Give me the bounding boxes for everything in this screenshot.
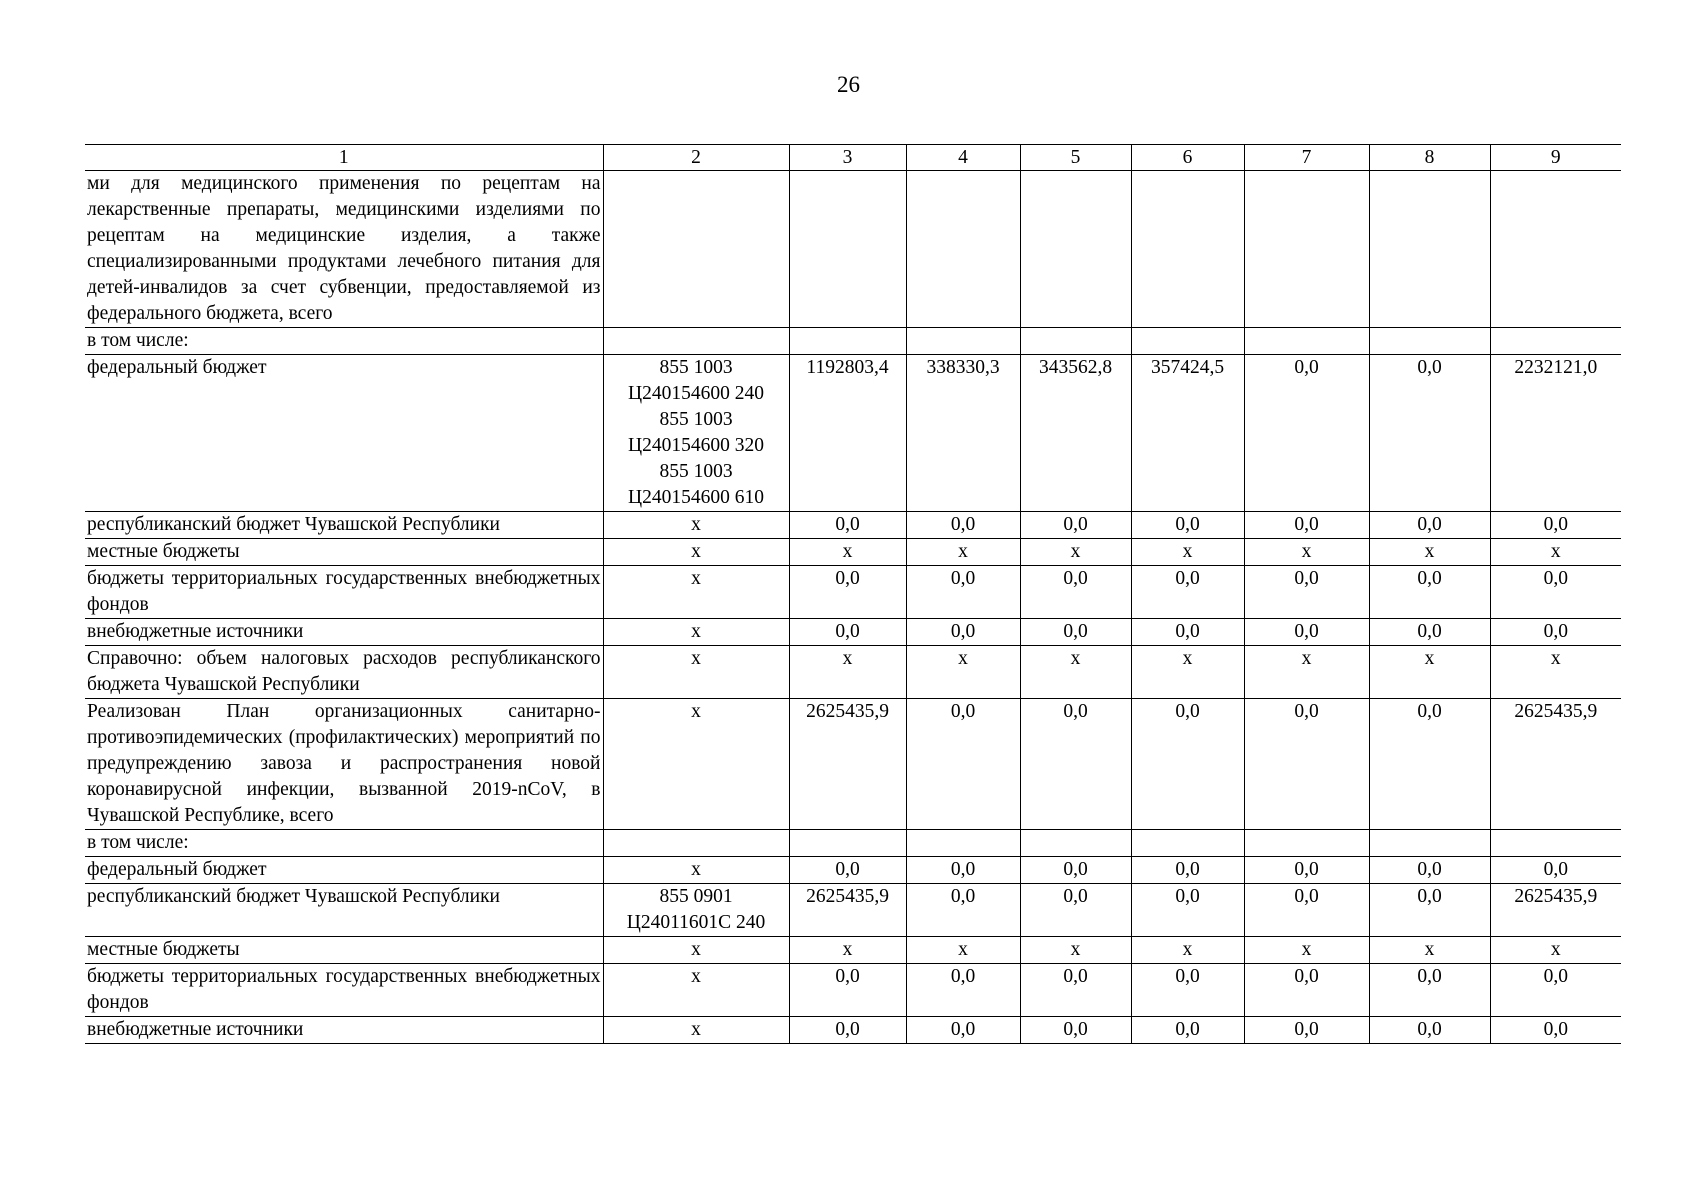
value-cell-col3: 0,0 xyxy=(789,964,906,1017)
value-cell-col8: 0,0 xyxy=(1369,355,1490,512)
row-label: в том числе: xyxy=(85,830,603,857)
budget-code-line: x xyxy=(691,621,701,642)
column-header: 6 xyxy=(1131,145,1244,171)
value-cell-col6: 0,0 xyxy=(1131,857,1244,884)
value-cell-col6: 0,0 xyxy=(1131,566,1244,619)
budget-code-cell xyxy=(603,1017,789,1044)
row-label: местные бюджеты xyxy=(85,937,603,964)
value-cell-col4: 0,0 xyxy=(906,619,1020,646)
value-cell-col5 xyxy=(1020,328,1131,355)
value-cell-col9: 0,0 xyxy=(1490,566,1621,619)
value-cell-col5 xyxy=(1020,171,1131,328)
budget-code-line: Ц24011601С 240 xyxy=(626,912,766,933)
value-cell-col6: x xyxy=(1131,937,1244,964)
value-cell-col6 xyxy=(1131,328,1244,355)
value-cell-col3: 1192803,4 xyxy=(789,355,906,512)
column-header: 5 xyxy=(1020,145,1131,171)
budget-code-cell xyxy=(603,512,789,539)
value-cell-col9: x xyxy=(1490,937,1621,964)
value-cell-col7: x xyxy=(1244,646,1369,699)
value-cell-col9: 0,0 xyxy=(1490,964,1621,1017)
row-label: ми для медицинского применения по рецептам на лекарственные препараты, медицинскими изделиями по рецептам на медицинские изделия, а также специализированными продуктами лечебного питания для детей-инвалидов за счет субвенции, предоставляемой из федерального бюджета, всего xyxy=(85,171,603,328)
value-cell-col3: x xyxy=(789,539,906,566)
column-header: 4 xyxy=(906,145,1020,171)
header-row xyxy=(85,145,1621,171)
table-row xyxy=(85,964,1621,1017)
budget-code-cell xyxy=(603,566,789,619)
value-cell-col6 xyxy=(1131,830,1244,857)
row-label: внебюджетные источники xyxy=(85,1017,603,1044)
table-row xyxy=(85,328,1621,355)
value-cell-col7: 0,0 xyxy=(1244,566,1369,619)
value-cell-col3 xyxy=(789,830,906,857)
value-cell-col8: x xyxy=(1369,646,1490,699)
value-cell-col8: 0,0 xyxy=(1369,1017,1490,1044)
value-cell-col4: 0,0 xyxy=(906,512,1020,539)
value-cell-col4: x xyxy=(906,937,1020,964)
budget-code-cell xyxy=(603,964,789,1017)
value-cell-col9: 2232121,0 xyxy=(1490,355,1621,512)
value-cell-col7: x xyxy=(1244,937,1369,964)
row-label: федеральный бюджет xyxy=(85,857,603,884)
value-cell-col8 xyxy=(1369,830,1490,857)
row-label: внебюджетные источники xyxy=(85,619,603,646)
table-row xyxy=(85,830,1621,857)
value-cell-col8: 0,0 xyxy=(1369,884,1490,937)
value-cell-col8 xyxy=(1369,328,1490,355)
value-cell-col4 xyxy=(906,171,1020,328)
value-cell-col8: 0,0 xyxy=(1369,512,1490,539)
value-cell-col3: 2625435,9 xyxy=(789,884,906,937)
value-cell-col5: x xyxy=(1020,539,1131,566)
budget-code-line: x xyxy=(691,859,701,880)
table-row xyxy=(85,512,1621,539)
table-row xyxy=(85,355,1621,512)
budget-code-line: Ц240154600 240 xyxy=(628,383,764,404)
table-row xyxy=(85,884,1621,937)
budget-code-cell xyxy=(603,884,789,937)
value-cell-col5: x xyxy=(1020,937,1131,964)
column-header: 9 xyxy=(1490,145,1621,171)
value-cell-col7: 0,0 xyxy=(1244,884,1369,937)
value-cell-col7 xyxy=(1244,171,1369,328)
row-label: Реализован План организационных санитарно-противоэпидемических (профилактических) мероприятий по предупреждению завоза и распространения новой коронавирусной инфекции, вызванной 2019-nCoV, в Чувашской Республике, всего xyxy=(85,699,603,830)
value-cell-col7: 0,0 xyxy=(1244,857,1369,884)
value-cell-col8: 0,0 xyxy=(1369,619,1490,646)
row-label: местные бюджеты xyxy=(85,539,603,566)
budget-code-cell xyxy=(603,355,789,512)
value-cell-col7 xyxy=(1244,328,1369,355)
value-cell-col6: 0,0 xyxy=(1131,619,1244,646)
budget-code-line: Ц240154600 320 xyxy=(628,435,764,456)
value-cell-col5: 343562,8 xyxy=(1020,355,1131,512)
value-cell-col3: 2625435,9 xyxy=(789,699,906,830)
budget-code-line: 855 0901 xyxy=(659,886,733,907)
value-cell-col9: 0,0 xyxy=(1490,619,1621,646)
value-cell-col5: 0,0 xyxy=(1020,857,1131,884)
row-label: республиканский бюджет Чувашской Республики xyxy=(85,884,603,937)
value-cell-col9: x xyxy=(1490,539,1621,566)
budget-code-line: 855 1003 xyxy=(659,461,733,482)
value-cell-col6: x xyxy=(1131,539,1244,566)
column-header: 1 xyxy=(85,145,603,171)
page-number: 26 xyxy=(837,72,860,97)
budget-code-line: x xyxy=(691,966,701,987)
table-row xyxy=(85,619,1621,646)
value-cell-col4: 0,0 xyxy=(906,857,1020,884)
value-cell-col6: 357424,5 xyxy=(1131,355,1244,512)
value-cell-col5: 0,0 xyxy=(1020,512,1131,539)
budget-code-cell xyxy=(603,646,789,699)
column-header: 7 xyxy=(1244,145,1369,171)
row-label: Справочно: объем налоговых расходов республиканского бюджета Чувашской Республики xyxy=(85,646,603,699)
budget-code-line: x xyxy=(691,514,701,535)
budget-code-cell xyxy=(603,937,789,964)
value-cell-col8 xyxy=(1369,171,1490,328)
budget-code-line: x xyxy=(691,1019,701,1040)
budget-code-line: Ц240154600 610 xyxy=(628,487,764,508)
value-cell-col3: 0,0 xyxy=(789,1017,906,1044)
value-cell-col8: x xyxy=(1369,539,1490,566)
value-cell-col5: x xyxy=(1020,646,1131,699)
value-cell-col5: 0,0 xyxy=(1020,964,1131,1017)
value-cell-col8: x xyxy=(1369,937,1490,964)
value-cell-col6: 0,0 xyxy=(1131,964,1244,1017)
table-row xyxy=(85,646,1621,699)
value-cell-col4: x xyxy=(906,539,1020,566)
budget-code-line: x xyxy=(691,939,701,960)
value-cell-col9: 2625435,9 xyxy=(1490,884,1621,937)
value-cell-col3: 0,0 xyxy=(789,857,906,884)
value-cell-col7: 0,0 xyxy=(1244,619,1369,646)
value-cell-col5 xyxy=(1020,830,1131,857)
value-cell-col4: 338330,3 xyxy=(906,355,1020,512)
value-cell-col4: 0,0 xyxy=(906,566,1020,619)
value-cell-col7: x xyxy=(1244,539,1369,566)
value-cell-col5: 0,0 xyxy=(1020,884,1131,937)
row-label: в том числе: xyxy=(85,328,603,355)
row-label: бюджеты территориальных государственных внебюджетных фондов xyxy=(85,964,603,1017)
value-cell-col6 xyxy=(1131,171,1244,328)
value-cell-col4: 0,0 xyxy=(906,699,1020,830)
column-header: 8 xyxy=(1369,145,1490,171)
budget-code-cell xyxy=(603,699,789,830)
value-cell-col9: x xyxy=(1490,646,1621,699)
value-cell-col7: 0,0 xyxy=(1244,964,1369,1017)
table-row xyxy=(85,566,1621,619)
table-row xyxy=(85,857,1621,884)
value-cell-col5: 0,0 xyxy=(1020,619,1131,646)
table-row xyxy=(85,699,1621,830)
value-cell-col7: 0,0 xyxy=(1244,355,1369,512)
value-cell-col8: 0,0 xyxy=(1369,699,1490,830)
value-cell-col5: 0,0 xyxy=(1020,566,1131,619)
value-cell-col4 xyxy=(906,830,1020,857)
value-cell-col3: x xyxy=(789,646,906,699)
table-row xyxy=(85,1017,1621,1044)
value-cell-col4 xyxy=(906,328,1020,355)
column-header: 2 xyxy=(603,145,789,171)
value-cell-col6: 0,0 xyxy=(1131,699,1244,830)
value-cell-col3 xyxy=(789,171,906,328)
value-cell-col7: 0,0 xyxy=(1244,512,1369,539)
value-cell-col8: 0,0 xyxy=(1369,964,1490,1017)
value-cell-col6: 0,0 xyxy=(1131,1017,1244,1044)
value-cell-col3 xyxy=(789,328,906,355)
value-cell-col4: x xyxy=(906,646,1020,699)
budget-code-cell xyxy=(603,857,789,884)
value-cell-col9: 0,0 xyxy=(1490,512,1621,539)
value-cell-col6: 0,0 xyxy=(1131,884,1244,937)
value-cell-col3: 0,0 xyxy=(789,566,906,619)
budget-code-cell xyxy=(603,539,789,566)
row-label: бюджеты территориальных государственных внебюджетных фондов xyxy=(85,566,603,619)
table-row xyxy=(85,171,1621,328)
table-row xyxy=(85,539,1621,566)
budget-code-line: x xyxy=(691,648,701,669)
value-cell-col7: 0,0 xyxy=(1244,1017,1369,1044)
budget-code-cell xyxy=(603,328,789,355)
value-cell-col3: x xyxy=(789,937,906,964)
value-cell-col4: 0,0 xyxy=(906,884,1020,937)
value-cell-col3: 0,0 xyxy=(789,619,906,646)
budget-code-line: 855 1003 xyxy=(659,409,733,430)
budget-code-line: x xyxy=(691,701,701,722)
budget-code-line: x xyxy=(691,541,701,562)
value-cell-col4: 0,0 xyxy=(906,1017,1020,1044)
value-cell-col9 xyxy=(1490,171,1621,328)
value-cell-col8: 0,0 xyxy=(1369,857,1490,884)
value-cell-col4: 0,0 xyxy=(906,964,1020,1017)
budget-code-cell xyxy=(603,830,789,857)
budget-code-cell xyxy=(603,619,789,646)
value-cell-col5: 0,0 xyxy=(1020,1017,1131,1044)
value-cell-col9: 0,0 xyxy=(1490,857,1621,884)
value-cell-col6: 0,0 xyxy=(1131,512,1244,539)
column-header: 3 xyxy=(789,145,906,171)
value-cell-col8: 0,0 xyxy=(1369,566,1490,619)
budget-code-line: x xyxy=(691,568,701,589)
table-row xyxy=(85,937,1621,964)
value-cell-col7 xyxy=(1244,830,1369,857)
row-label: федеральный бюджет xyxy=(85,355,603,512)
value-cell-col9 xyxy=(1490,830,1621,857)
value-cell-col9: 0,0 xyxy=(1490,1017,1621,1044)
value-cell-col7: 0,0 xyxy=(1244,699,1369,830)
budget-code-cell xyxy=(603,171,789,328)
value-cell-col6: x xyxy=(1131,646,1244,699)
value-cell-col5: 0,0 xyxy=(1020,699,1131,830)
table-body xyxy=(85,171,1621,1044)
value-cell-col9 xyxy=(1490,328,1621,355)
budget-table xyxy=(85,144,1621,1044)
row-label: республиканский бюджет Чувашской Республики xyxy=(85,512,603,539)
budget-code-line: 855 1003 xyxy=(659,357,733,378)
value-cell-col9: 2625435,9 xyxy=(1490,699,1621,830)
value-cell-col3: 0,0 xyxy=(789,512,906,539)
